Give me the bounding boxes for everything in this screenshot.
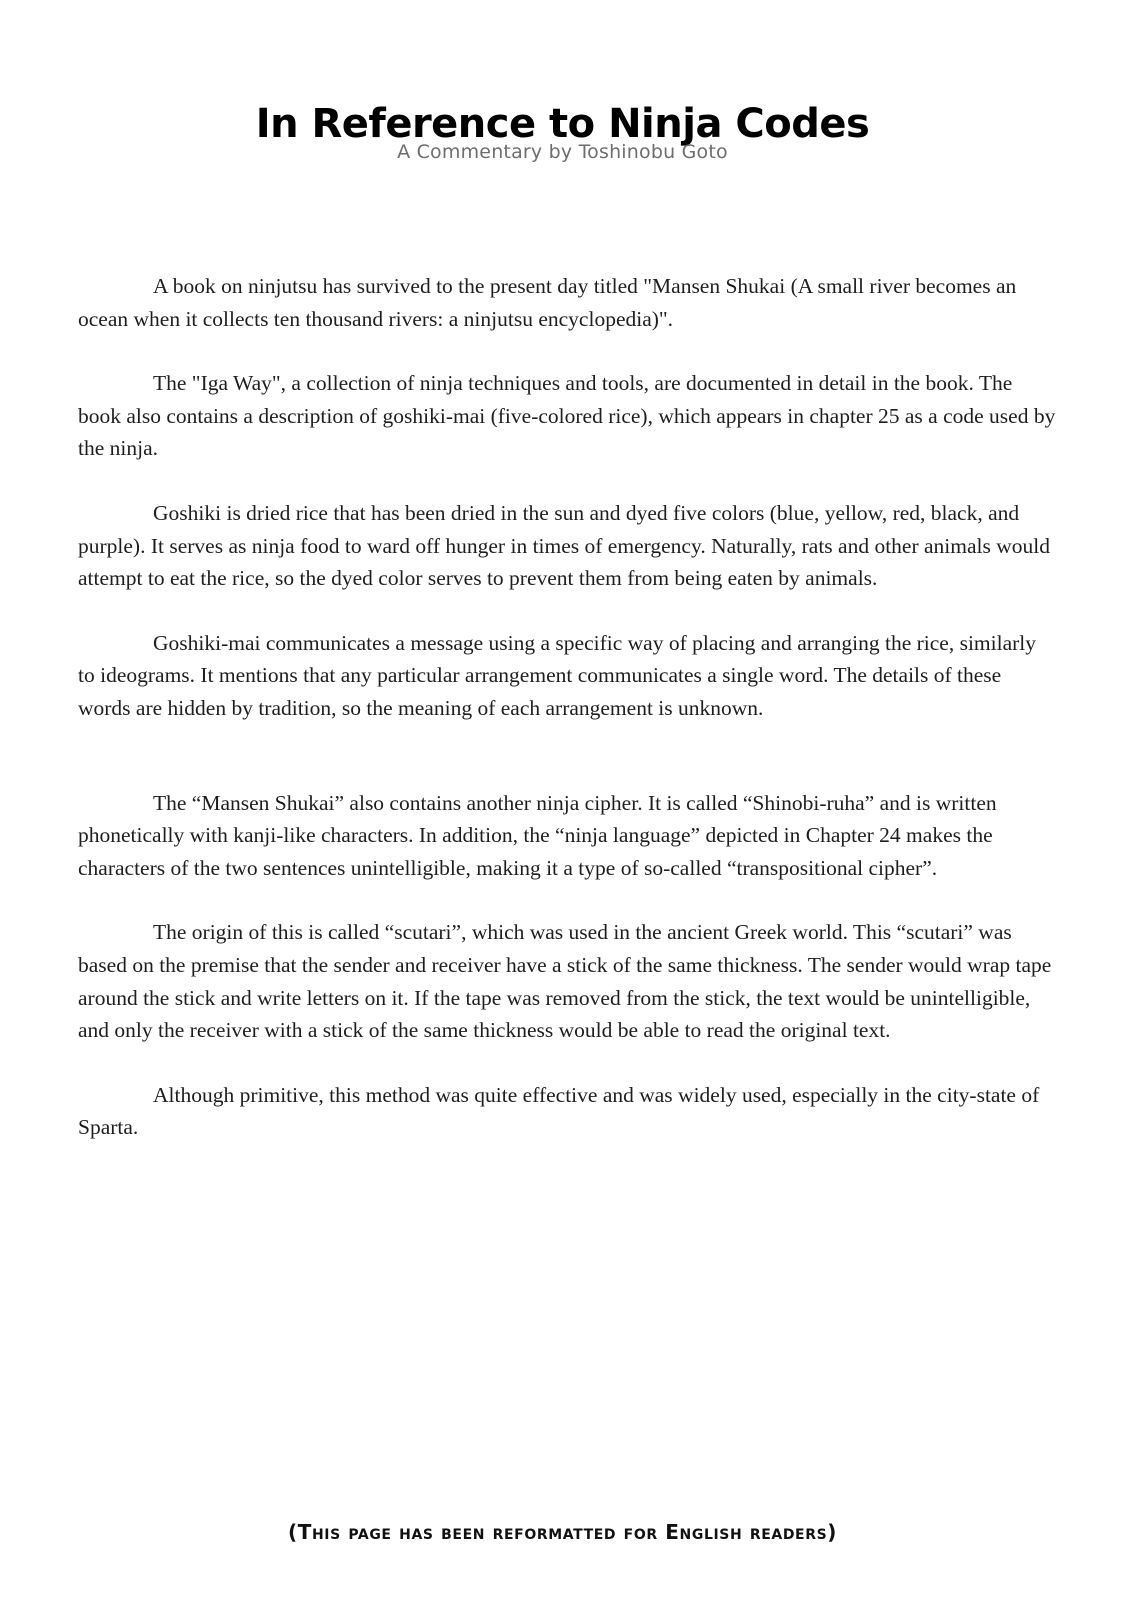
paragraph-2: The "Iga Way", a collection of ninja techniques and tools, are documented in detail in the book. The book also contains a description of goshiki-mai (five-colored rice), which appears in chapter 25 as a code used by the ninja. — [78, 371, 1056, 461]
reformat-note: (This page has been reformatted for English readers) — [287, 1520, 838, 1544]
paragraph-7: Although primitive, this method was quite effective and was widely used, especially in the city-state of Sparta. — [78, 1082, 1040, 1140]
page-title: In Reference to Ninja Codes — [255, 101, 870, 147]
article-body — [78, 270, 1058, 1176]
header — [0, 98, 1125, 162]
paragraph-3: Goshiki is dried rice that has been dried in the sun and dyed five colors (blue, yellow, red, black, and purple). It serves as ninja food to ward off hunger in times of emergency. Naturally, rats and other animals would attempt to eat the rice, so the dyed color serves to prevent them from being eaten by animals. — [78, 500, 1051, 591]
paragraph-5: The “Mansen Shukai” also contains another ninja cipher. It is called “Shinobi-ruha” and is written phonetically with kanji-like characters. In addition, the “ninja language” depicted in Chapter 24 makes the characters of the two sentences unintelligible, making it a type of so-called “transpositional cipher”. — [78, 790, 997, 880]
page-subtitle: A Commentary by Toshinobu Goto — [397, 141, 728, 163]
paragraph-4: Goshiki-mai communicates a message using a specific way of placing and arranging the rice, similarly to ideograms. It mentions that any particular arrangement communicates a single word. The details of these words are hidden by tradition, so the meaning of each arrangement is unknown. — [78, 630, 1037, 720]
paragraph-1: A book on ninjutsu has survived to the present day titled "Mansen Shukai (A small river becomes an ocean when it collects ten thousand rivers: a ninjutsu encyclopedia)". — [78, 274, 1017, 331]
paragraph-6: The origin of this is called “scutari”, which was used in the ancient Greek world. This “scutari” was based on the premise that the sender and receiver have a stick of the same thickness. The sender would wrap tape around the stick and write letters on it. If the tape was removed from the stick, the text would be unintelligible, and only the receiver with a stick of the same thickness would be able to read the original text. — [78, 920, 1052, 1043]
